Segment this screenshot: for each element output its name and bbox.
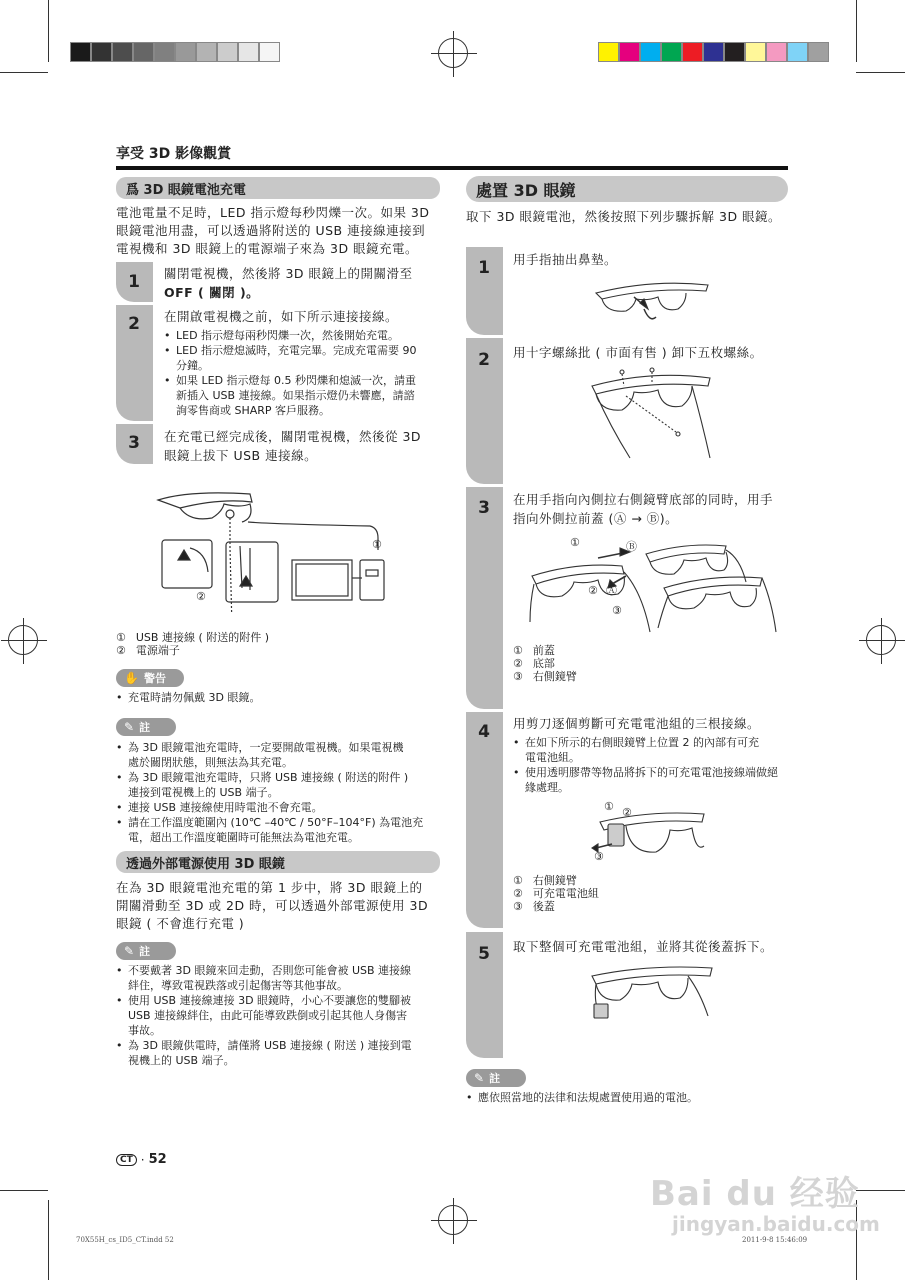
- warning-tag: ✋ 警告: [116, 669, 184, 687]
- crop-mark: [856, 0, 857, 62]
- disposal-step-tab-3: [466, 487, 503, 709]
- paperclip-icon: ✎: [474, 1071, 485, 1085]
- list-item: • 為 3D 眼鏡電池充電時，只將 USB 連接線 ( 附送的附件 ) 連接到電視機上的 USB 端子。: [116, 770, 446, 800]
- paperclip-icon: ✎: [124, 944, 135, 958]
- step-number-1: 1: [128, 272, 140, 292]
- color-swatch: [766, 42, 787, 62]
- list-item: • 在如下所示的右側眼鏡臂上位置 2 的內部有可充 電電池組。: [513, 735, 793, 765]
- step-number-2: 2: [128, 314, 140, 334]
- disposal-step-number-2: 2: [478, 350, 490, 370]
- list-item: • 如果 LED 指示燈每 0.5 秒閃爍和熄滅一次，請重 新插入 USB 連接線。如果指示燈仍未響應，請諮 詢零售商或 SHARP 客戶服務。: [164, 373, 444, 418]
- paperclip-icon: ✎: [124, 720, 135, 734]
- ct-badge: CT: [116, 1154, 137, 1166]
- marker-3: ③: [594, 850, 604, 863]
- color-swatch: [724, 42, 745, 62]
- disposal-step-number-3: 3: [478, 498, 490, 518]
- nose-pad-diagram: [592, 275, 712, 335]
- disposal-step-number-1: 1: [478, 258, 490, 278]
- marker-2: ②: [622, 806, 632, 819]
- color-swatch: [154, 42, 175, 62]
- disposal-step-2-text: 用十字螺絲批 ( 市面有售 ) 卸下五枚螺絲。: [513, 345, 763, 360]
- list-item: • 為 3D 眼鏡電池充電時，一定要開啟電視機。如果電視機 處於關閉狀態，則無法為其充電。: [116, 740, 446, 770]
- step-2-text: 在開啟電視機之前，如下所示連接接線。: [164, 309, 399, 324]
- warning-list: [116, 690, 446, 705]
- page-number-dot: ·: [140, 1152, 145, 1167]
- screws-diagram: [586, 362, 716, 470]
- list-item: • LED 指示燈每兩秒閃爍一次，然後開始充電。: [164, 328, 444, 343]
- step-2-bullets: [164, 328, 444, 418]
- crop-mark: [0, 1190, 48, 1191]
- marker-1: ①: [570, 536, 580, 549]
- grayscale-bar: [70, 42, 280, 62]
- section-title-charging: 爲 3D 眼鏡電池充電: [116, 177, 440, 199]
- disposal-note-list: [466, 1090, 796, 1105]
- battery-pack-legend: [513, 874, 599, 913]
- remove-battery-diagram: [588, 962, 718, 1024]
- disposal-step-3-text: 在用手指向內側拉右側鏡臂底部的同時，用手 指向外側拉前蓋 (Ⓐ → Ⓑ)。: [513, 492, 774, 526]
- baidu-logo-watermark: Bai du 经验: [650, 1174, 860, 1214]
- step-1-text: 關閉電視機，然後將 3D 眼鏡上的開關滑至 OFF ( 關閉 )。: [164, 266, 413, 300]
- color-swatch: [175, 42, 196, 62]
- front-cover-legend: [513, 644, 577, 683]
- marker-2: ②: [196, 590, 206, 603]
- list-item: • 使用 USB 連接線連接 3D 眼鏡時，小心不要讓您的雙腳被 USB 連接線絆住，由此可能導致跌倒或引起其他人身傷害 事故。: [116, 993, 446, 1038]
- crop-mark: [856, 1190, 905, 1191]
- disposal-step-number-4: 4: [478, 722, 490, 742]
- marker-A: Ⓐ: [606, 584, 617, 597]
- color-swatch: [238, 42, 259, 62]
- list-item: • 使用透明膠帶等物品將拆下的可充電電池接線端做絕 緣處理。: [513, 765, 793, 795]
- legend-item: ③ 右側鏡臂: [513, 670, 577, 683]
- registration-mark-left: [8, 625, 38, 655]
- registration-mark-top: [438, 38, 468, 68]
- front-cover-diagram: [526, 532, 786, 634]
- color-swatch: [196, 42, 217, 62]
- list-item: • LED 指示燈熄滅時，充電完畢。完成充電需要 90 分鐘。: [164, 343, 444, 373]
- crop-mark: [856, 72, 905, 73]
- list-item: • 應依照當地的法律和法規處置使用過的電池。: [466, 1090, 796, 1105]
- color-swatch: [619, 42, 640, 62]
- color-swatch: [661, 42, 682, 62]
- crop-mark: [0, 72, 48, 73]
- section-title-disposal: 處置 3D 眼鏡: [466, 176, 788, 202]
- note-list: [116, 740, 446, 845]
- legend-item: ① USB 連接線 ( 附送的附件 ): [116, 631, 270, 644]
- glasses-lens-shape: [180, 504, 251, 522]
- battery-pack-diagram: [590, 796, 710, 866]
- note-tag-2: ✎ 註: [116, 942, 176, 960]
- color-swatch: [217, 42, 238, 62]
- footer-file-name: 70X55H_cs_ID5_CT.indd 52: [76, 1236, 174, 1244]
- color-swatch: [745, 42, 766, 62]
- color-swatch: [91, 42, 112, 62]
- registration-mark-bottom: [438, 1205, 468, 1235]
- color-bar: [598, 42, 829, 62]
- color-swatch: [808, 42, 829, 62]
- note-tag: ✎ 註: [116, 718, 176, 736]
- disposal-step-4-bullets: [513, 735, 793, 795]
- marker-1: ①: [372, 538, 382, 551]
- color-swatch: [133, 42, 154, 62]
- color-swatch: [259, 42, 280, 62]
- header-rule: [116, 166, 788, 170]
- registration-mark-right: [866, 625, 896, 655]
- step-number-3: 3: [128, 433, 140, 453]
- disposal-step-5-text: 取下整個可充電電池組，並將其從後蓋拆下。: [513, 939, 774, 954]
- color-swatch: [787, 42, 808, 62]
- note-list-2: [116, 963, 446, 1068]
- page-number: [116, 1152, 167, 1167]
- color-swatch: [703, 42, 724, 62]
- marker-2: ②: [588, 584, 598, 597]
- step-3-text: 在充電已經完成後，關閉電視機，然後從 3D 眼鏡上拔下 USB 連接線。: [164, 429, 422, 463]
- disposal-step-4-text: 用剪刀逐個剪斷可充電電池組的三根接線。: [513, 716, 761, 731]
- charging-diagram: [150, 478, 400, 613]
- disposal-step-number-5: 5: [478, 944, 490, 964]
- marker-1: ①: [604, 800, 614, 813]
- disposal-step-1-text: 用手指抽出鼻墊。: [513, 252, 618, 267]
- color-swatch: [640, 42, 661, 62]
- color-swatch: [70, 42, 91, 62]
- disposal-note-tag: ✎ 註: [466, 1069, 526, 1087]
- list-item: • 為 3D 眼鏡供電時，請僅將 USB 連接線 ( 附送 ) 連接到電 視機上的 USB 端子。: [116, 1038, 446, 1068]
- list-item: • 請在工作溫度範圍內 (10℃ –40℃ / 50°F–104°F) 為電池充 電，超出工作溫度範圍時可能無法為電池充電。: [116, 815, 446, 845]
- marker-3: ③: [612, 604, 622, 617]
- legend-item: ① 右側鏡臂: [513, 874, 577, 887]
- crop-mark: [48, 0, 49, 62]
- list-item: • 連接 USB 連接線使用時電池不會充電。: [116, 800, 446, 815]
- page-number-value: 52: [148, 1152, 167, 1167]
- color-swatch: [682, 42, 703, 62]
- legend-item: ② 底部: [513, 657, 555, 670]
- disposal-step-tab-4: [466, 712, 503, 928]
- external-power-intro: 在為 3D 眼鏡電池充電的第 1 步中，將 3D 眼鏡上的 開關滑動至 3D 或 2D 時，可以透過外部電源使用 3D 眼鏡 ( 不會進行充電 ): [116, 880, 429, 931]
- section-title-external-power: 透過外部電源使用 3D 眼鏡: [116, 851, 440, 873]
- legend-item: ③ 後蓋: [513, 900, 555, 913]
- legend-item: ② 可充電電池組: [513, 887, 599, 900]
- charging-intro: 電池電量不足時，LED 指示燈每秒閃爍一次。如果 3D 眼鏡電池用盡，可以透過將附送的 USB 連接線連接到 電視機和 3D 眼鏡上的電源端子來為 3D 眼鏡充電。: [116, 205, 430, 256]
- legend-item: ① 前蓋: [513, 644, 555, 657]
- footer-date: 2011-9-8 15:46:09: [742, 1236, 808, 1244]
- crop-mark: [48, 1200, 49, 1280]
- color-swatch: [112, 42, 133, 62]
- marker-B: Ⓑ: [626, 540, 637, 553]
- charging-legend: [116, 631, 269, 657]
- hand-icon: ✋: [124, 671, 139, 685]
- list-item: • 不要戴著 3D 眼鏡來回走動，否則您可能會被 USB 連接線 絆住，導致電視跌落或引起傷害等其他事故。: [116, 963, 446, 993]
- legend-item: ② 電源端子: [116, 644, 180, 657]
- baidu-url-watermark: jingyan.baidu.com: [672, 1212, 880, 1236]
- color-swatch: [598, 42, 619, 62]
- page-header-title: 享受 3D 影像觀賞: [116, 146, 232, 162]
- list-item: • 充電時請勿佩戴 3D 眼鏡。: [116, 690, 446, 705]
- disposal-intro: 取下 3D 眼鏡電池，然後按照下列步驟拆解 3D 眼鏡。: [466, 209, 782, 224]
